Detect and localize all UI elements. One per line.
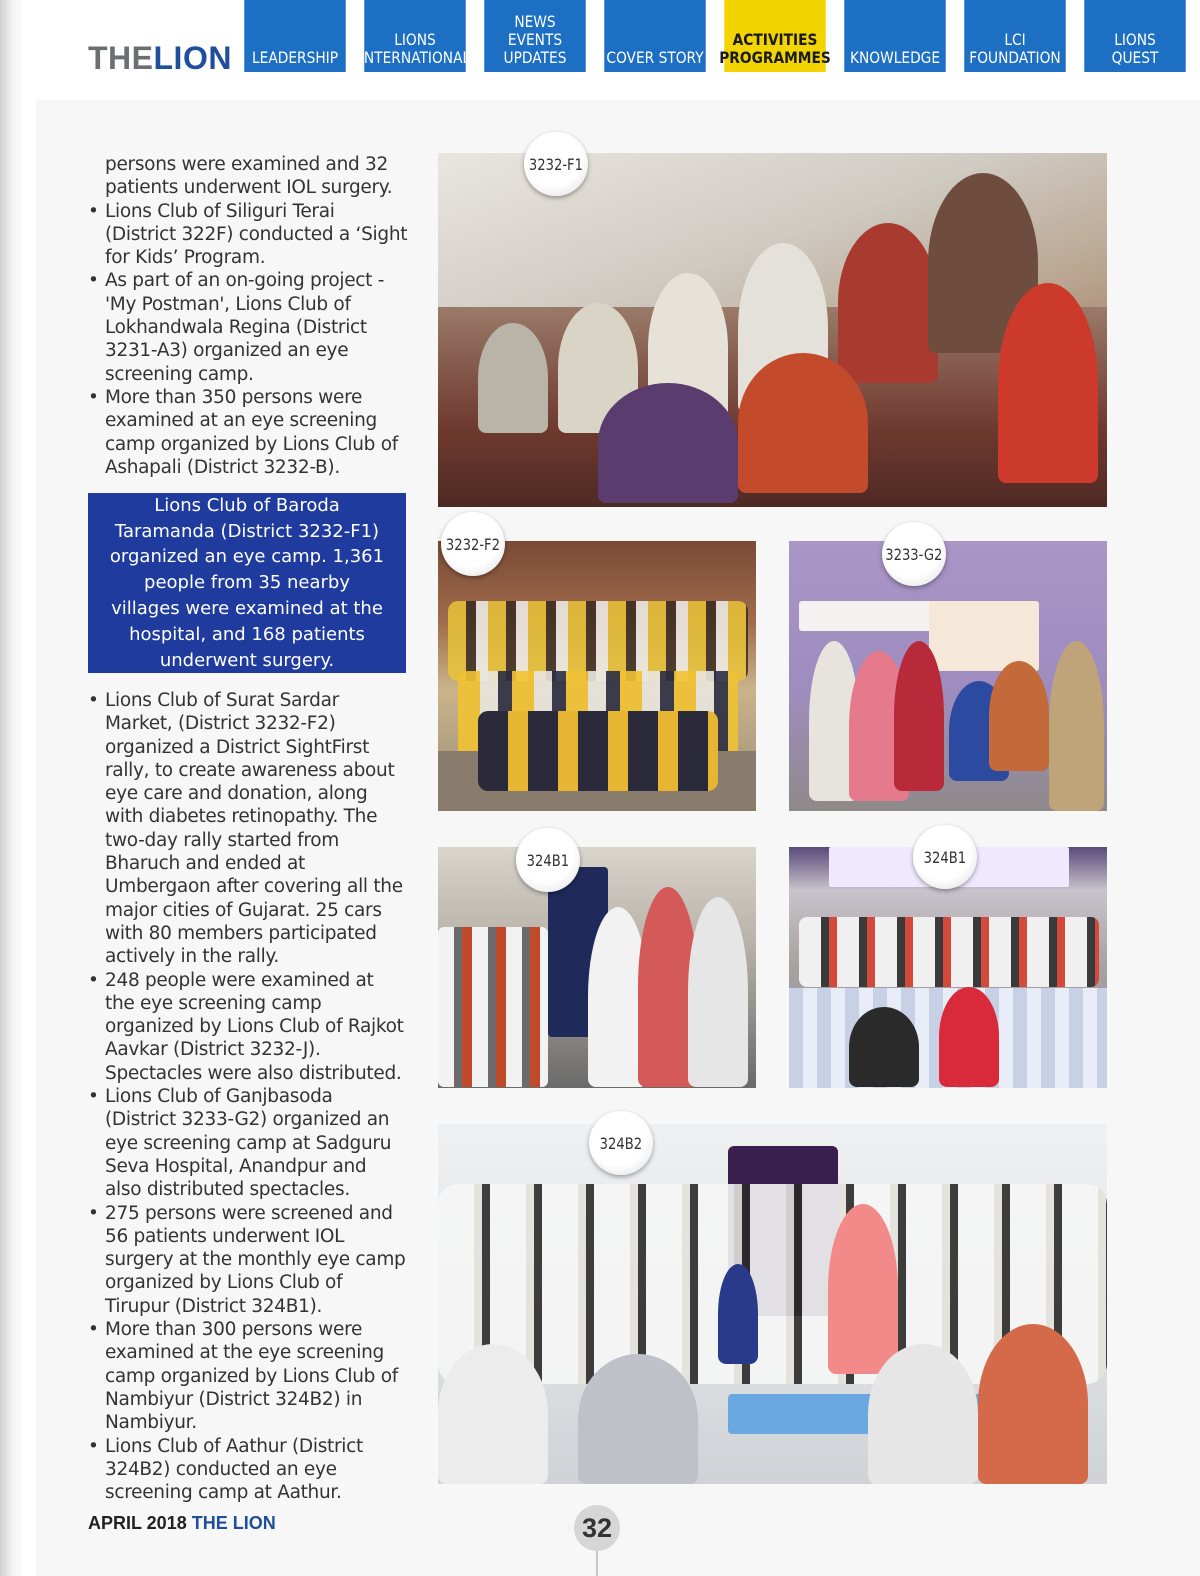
footer-magazine-name: THE LION xyxy=(191,1513,276,1533)
nav-tab-lions-international[interactable]: LIONS INTERNATIONAL xyxy=(364,0,465,72)
bullet-item: • Lions Club of Surat Sardar Market, (District 3232-F2) organized a District SightFirst rally, to create awareness about eye care and donation, along with diabetes retinopathy. The two-day rally started from Bharuch and ended at Umbergaon after covering all the major cities of Gujarat. 25 cars with 80 members participated actively in the rally. xyxy=(88,689,408,969)
article-column-bottom xyxy=(88,689,408,1504)
logo-lion: LION xyxy=(153,40,232,76)
photo-label-3232-f2: 3232-F2 xyxy=(441,512,505,576)
bullet-item: • 248 people were examined at the eye screening camp organized by Lions Club of Rajkot Aavkar (District 3232-J). Spectacles were also distributed. xyxy=(88,969,408,1085)
photo-3232-f2 xyxy=(438,541,756,811)
highlight-callout xyxy=(88,493,406,673)
photo-label-324b1-left: 324B1 xyxy=(516,828,580,892)
bullet-list-top xyxy=(88,200,408,480)
bullet-item: • As part of an on-going project - 'My Postman', Lions Club of Lokhandwala Regina (District 3231-A3) organized an eye screening camp. xyxy=(88,269,408,385)
bullet-item: • More than 300 persons were examined at the eye screening camp organized by Lions Club of Nambiyur (District 324B2) in Nambiyur. xyxy=(88,1318,408,1434)
bullet-list-bottom xyxy=(88,689,408,1504)
photo-3232-f1 xyxy=(438,153,1107,507)
section-nav xyxy=(236,0,1200,72)
photo-3233-g2 xyxy=(789,541,1107,811)
nav-tab-cover-story[interactable]: COVER STORY xyxy=(604,0,705,72)
bullet-item: • Lions Club of Siliguri Terai (District 322F) conducted a ‘Sight for Kids’ Program. xyxy=(88,200,408,270)
bullet-item: • Lions Club of Ganjbasoda (District 3233-G2) organized an eye screening camp at Sadguru Seva Hospital, Anandpur and also distributed spectacles. xyxy=(88,1085,408,1201)
issue-date: APRIL 2018 xyxy=(88,1513,187,1533)
nav-tab-news-events-updates[interactable]: NEWS EVENTS UPDATES xyxy=(484,0,585,72)
photo-label-3233-g2: 3233-G2 xyxy=(882,522,946,586)
bullet-item: • Lions Club of Aathur (District 324B2) conducted an eye screening camp at Aathur. xyxy=(88,1435,408,1505)
bullet-item: • More than 350 persons were examined at an eye screening camp organized by Lions Club of Ashapali (District 3232-B). xyxy=(88,386,408,479)
photo-324b2 xyxy=(438,1124,1107,1484)
photo-324b1-left xyxy=(438,847,756,1088)
photo-label-324b2: 324B2 xyxy=(589,1111,653,1175)
nav-tab-knowledge[interactable]: KNOWLEDGE xyxy=(844,0,945,72)
callout-text: Lions Club of Baroda Taramanda (District 3232-F1) organized an eye camp. 1,361 people from 35 nearby villages were examined at the hospital, and 168 patients underwent surgery. xyxy=(109,494,385,671)
page-edge-shadow xyxy=(0,0,22,1576)
magazine-logo xyxy=(88,40,232,77)
bullet-item: • 275 persons were screened and 56 patients underwent IOL surgery at the monthly eye camp organized by Lions Club of Tirupur (District 324B1). xyxy=(88,1202,408,1318)
page-number: 32 xyxy=(574,1505,620,1551)
footer-issue-line xyxy=(88,1513,276,1534)
nav-tab-lci-foundation[interactable]: LCI FOUNDATION xyxy=(964,0,1065,72)
page-number-rule xyxy=(596,1551,598,1576)
nav-tab-leadership[interactable]: LEADERSHIP xyxy=(244,0,345,72)
photo-label-3232-f1: 3232-F1 xyxy=(524,132,588,196)
nav-tab-lions-quest[interactable]: LIONS QUEST xyxy=(1084,0,1185,72)
nav-tab-activities-programmes[interactable]: ACTIVITIES PROGRAMMES xyxy=(724,0,825,72)
continued-paragraph: persons were examined and 32 patients underwent IOL surgery. xyxy=(105,154,393,199)
article-column-top xyxy=(88,153,408,479)
logo-the: THE xyxy=(88,40,154,76)
photo-label-324b1-right: 324B1 xyxy=(913,825,977,889)
